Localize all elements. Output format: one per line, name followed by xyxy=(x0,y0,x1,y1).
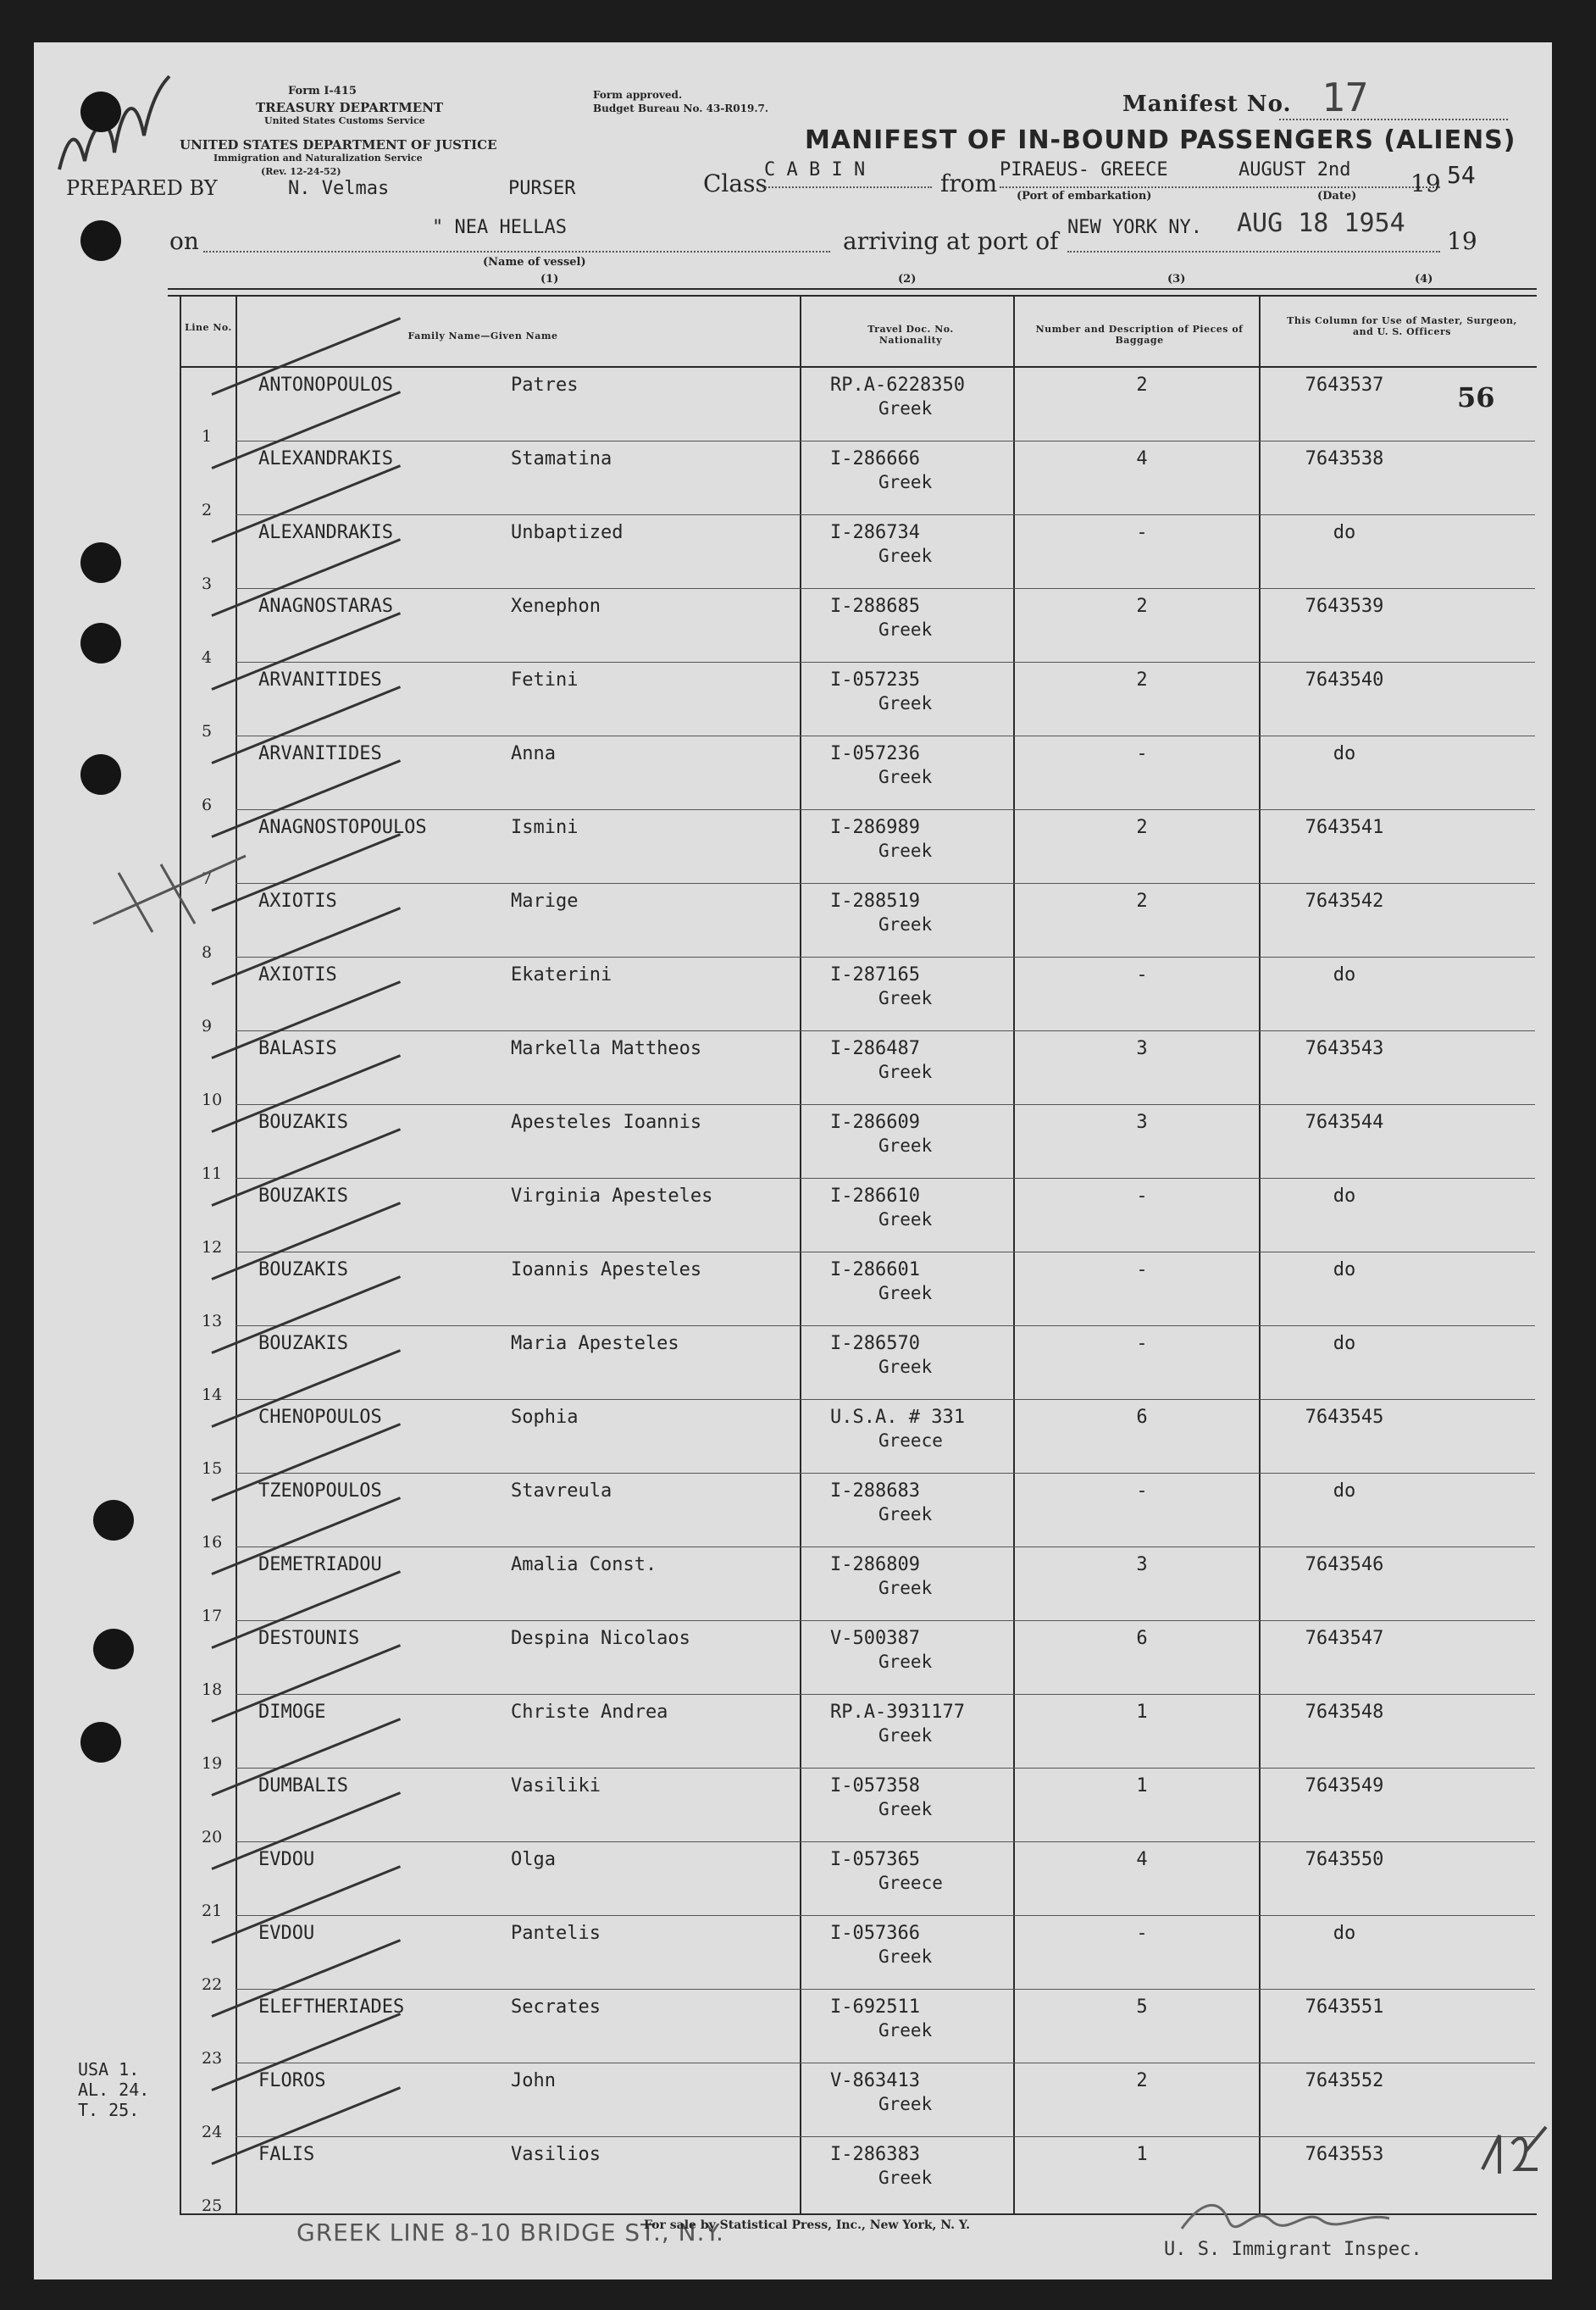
officer-number: 7643550 xyxy=(1305,1849,1384,1870)
table-row xyxy=(34,1842,1552,1920)
officer-number: 7643539 xyxy=(1305,596,1384,617)
baggage-count: 2 xyxy=(1136,669,1148,691)
family-name: ARVANITIDES xyxy=(258,743,382,764)
travel-doc-no: I-286609 xyxy=(830,1112,920,1133)
officer-number: do xyxy=(1333,1259,1356,1280)
officer-number: do xyxy=(1333,1186,1356,1207)
table-row xyxy=(34,884,1552,962)
family-name: TZENOPOULOS xyxy=(258,1480,382,1502)
given-name: Vasilios xyxy=(511,2144,601,2165)
given-name: Pantelis xyxy=(511,1923,601,1944)
officer-number: do xyxy=(1333,964,1356,986)
line-number: 18 xyxy=(202,1680,223,1699)
officer-number: do xyxy=(1333,522,1356,543)
tally-usa: USA 1. xyxy=(78,2059,140,2080)
family-name: ALEXANDRAKIS xyxy=(258,448,393,469)
line-number: 11 xyxy=(202,1164,223,1183)
officer-number: 7643537 xyxy=(1305,375,1384,396)
given-name: Ismini xyxy=(511,817,579,838)
officer-number: 7643546 xyxy=(1305,1554,1384,1575)
table-row xyxy=(34,1621,1552,1699)
form-approved: Form approved. xyxy=(593,89,683,101)
punch-hole xyxy=(80,542,121,583)
travel-doc-no: I-288685 xyxy=(830,596,920,617)
travel-doc-no: I-288683 xyxy=(830,1480,920,1502)
table-row xyxy=(34,368,1552,446)
nationality: Greek xyxy=(878,2168,933,2188)
given-name: Secrates xyxy=(511,1996,601,2018)
travel-doc-no: V-863413 xyxy=(830,2070,920,2091)
class-dotline xyxy=(762,186,932,188)
table-row xyxy=(34,663,1552,741)
nationality: Greek xyxy=(878,693,933,714)
table-row xyxy=(34,1105,1552,1183)
table-row xyxy=(34,2063,1552,2141)
manifest-label: Manifest No. xyxy=(1122,92,1292,117)
officer-number: do xyxy=(1333,1480,1356,1502)
travel-doc-no: I-057235 xyxy=(830,669,920,691)
nationality: Greek xyxy=(878,988,933,1008)
port-embark-caption: (Port of embarkation) xyxy=(1017,190,1152,203)
baggage-count: - xyxy=(1136,1480,1148,1502)
punch-hole xyxy=(80,623,121,664)
travel-doc-no: I-287165 xyxy=(830,964,920,986)
vessel-name: " NEA HELLAS xyxy=(432,217,567,238)
manifest-number: 17 xyxy=(1322,75,1369,120)
table-row xyxy=(34,1695,1552,1773)
travel-doc-no: I-057365 xyxy=(830,1849,920,1870)
prepared-by-role: PURSER xyxy=(508,178,576,199)
nationality: Greek xyxy=(878,619,933,640)
nationality: Greek xyxy=(878,1578,933,1598)
family-name: FLOROS xyxy=(258,2070,326,2091)
ins-service: Immigration and Naturalization Service xyxy=(213,153,423,164)
col-num-2: (2) xyxy=(898,273,917,286)
baggage-count: 3 xyxy=(1136,1554,1148,1575)
nationality: Greek xyxy=(878,1357,933,1377)
baggage-count: - xyxy=(1136,1186,1148,1207)
baggage-count: 5 xyxy=(1136,1996,1148,2018)
nationality: Greek xyxy=(878,1136,933,1156)
family-name: EVDOU xyxy=(258,1849,315,1870)
family-name: AXIOTIS xyxy=(258,964,337,986)
line-number: 20 xyxy=(202,1828,223,1846)
family-name: DIMOGE xyxy=(258,1702,326,1723)
line-number: 25 xyxy=(202,2196,223,2215)
officer-number: 7643540 xyxy=(1305,669,1384,691)
given-name: Virginia Apesteles xyxy=(511,1186,713,1207)
travel-doc-no: I-286809 xyxy=(830,1554,920,1575)
table-row xyxy=(34,589,1552,667)
table-row xyxy=(34,441,1552,519)
table-row xyxy=(34,1252,1552,1330)
form-number: Form I-415 xyxy=(288,85,357,97)
year-prefix: 19 xyxy=(1410,169,1441,197)
table-row xyxy=(34,1400,1552,1478)
punch-hole xyxy=(93,1500,134,1541)
table-row xyxy=(34,958,1552,1036)
given-name: Xenephon xyxy=(511,596,601,617)
travel-doc-no: RP.A-6228350 xyxy=(830,375,965,396)
header-name: Family Name—Given Name xyxy=(407,330,558,342)
officer-number: 7643538 xyxy=(1305,448,1384,469)
nationality: Greek xyxy=(878,767,933,787)
officer-number: 7643545 xyxy=(1305,1407,1384,1428)
nationality: Greek xyxy=(878,1725,933,1746)
baggage-count: 1 xyxy=(1136,1775,1148,1796)
given-name: Christe Andrea xyxy=(511,1702,668,1723)
family-name: ANTONOPOULOS xyxy=(258,375,393,396)
officer-number: 7643548 xyxy=(1305,1702,1384,1723)
line-number: 21 xyxy=(202,1902,223,1920)
officer-number: do xyxy=(1333,743,1356,764)
arrival-dotline xyxy=(1067,251,1440,253)
travel-doc-no: I-286989 xyxy=(830,817,920,838)
line-number: 2 xyxy=(202,501,213,519)
nationality: Greek xyxy=(878,1946,933,1967)
given-name: Apesteles Ioannis xyxy=(511,1112,702,1133)
punch-hole xyxy=(80,92,121,132)
given-name: Ioannis Apesteles xyxy=(511,1259,702,1280)
baggage-count: - xyxy=(1136,1259,1148,1280)
family-name: BALASIS xyxy=(258,1038,337,1059)
family-name: BOUZAKIS xyxy=(258,1186,348,1207)
manifest-dotline xyxy=(1279,119,1508,120)
family-name: ANAGNOSTARAS xyxy=(258,596,393,617)
justice-dept: UNITED STATES DEPARTMENT OF JUSTICE xyxy=(180,137,497,153)
given-name: Stamatina xyxy=(511,448,612,469)
baggage-count: 4 xyxy=(1136,448,1148,469)
family-name: EVDOU xyxy=(258,1923,315,1944)
punch-hole xyxy=(80,1722,121,1763)
year-prefix-2: 19 xyxy=(1447,227,1477,255)
nationality: Greek xyxy=(878,2094,933,2114)
line-number: 17 xyxy=(202,1607,223,1625)
header-officers: This Column for Use of Master, Surgeon, and U. S. Officers xyxy=(1287,315,1517,337)
nationality: Greek xyxy=(878,1209,933,1230)
table-row xyxy=(34,1990,1552,2068)
table-row xyxy=(34,1547,1552,1625)
line-number: 13 xyxy=(202,1312,223,1330)
travel-doc-no: I-692511 xyxy=(830,1996,920,2018)
line-number: 3 xyxy=(202,575,213,593)
table-row xyxy=(34,1474,1552,1552)
line-number: 10 xyxy=(202,1091,223,1109)
officer-number: 7643553 xyxy=(1305,2144,1384,2165)
family-name: BOUZAKIS xyxy=(258,1333,348,1354)
given-name: Olga xyxy=(511,1849,556,1870)
from-label: from xyxy=(940,169,998,197)
class-value: C A B I N xyxy=(764,159,866,180)
tally-total: T. 25. xyxy=(78,2100,140,2120)
travel-doc-no: I-057366 xyxy=(830,1923,920,1944)
nationality: Greek xyxy=(878,841,933,861)
baggage-count: - xyxy=(1136,1333,1148,1354)
nationality: Greek xyxy=(878,2020,933,2041)
baggage-count: 4 xyxy=(1136,1849,1148,1870)
family-name: ALEXANDRAKIS xyxy=(258,522,393,543)
inspector-signature xyxy=(1178,2195,1398,2241)
header-travel-doc: Travel Doc. No. Nationality xyxy=(867,324,954,346)
travel-doc-no: RP.A-3931177 xyxy=(830,1702,965,1723)
baggage-count: 2 xyxy=(1136,817,1148,838)
given-name: Despina Nicolaos xyxy=(511,1628,690,1649)
handwritten-number xyxy=(1474,2118,1550,2186)
table-row xyxy=(34,736,1552,814)
class-label: Class xyxy=(703,169,768,197)
punch-hole xyxy=(80,754,121,795)
prepared-by-label: PREPARED BY xyxy=(66,176,218,200)
given-name: Unbaptized xyxy=(511,522,623,543)
family-name: BOUZAKIS xyxy=(258,1112,348,1133)
nationality: Greek xyxy=(878,1062,933,1082)
nationality: Greek xyxy=(878,1799,933,1819)
officer-number: 7643547 xyxy=(1305,1628,1384,1649)
officer-number: 7643542 xyxy=(1305,891,1384,912)
nationality: Greek xyxy=(878,1504,933,1524)
family-name: ARVANITIDES xyxy=(258,669,382,691)
vessel-caption: (Name of vessel) xyxy=(483,256,586,269)
handwritten-mark xyxy=(85,839,254,941)
officer-number: 7643544 xyxy=(1305,1112,1384,1133)
nationality: Greece xyxy=(878,1873,943,1893)
given-name: Patres xyxy=(511,375,579,396)
line-number: 8 xyxy=(202,943,213,962)
line-number: 7 xyxy=(202,869,213,888)
greek-line-stamp: GREEK LINE 8-10 BRIDGE ST., N.Y. xyxy=(296,2218,724,2246)
line-number: 12 xyxy=(202,1238,223,1257)
header-line-no: Line No. xyxy=(185,322,232,333)
header-baggage: Number and Description of Pieces of Baggage xyxy=(1035,324,1244,346)
col-num-4: (4) xyxy=(1415,273,1433,286)
baggage-count: 1 xyxy=(1136,1702,1148,1723)
year-suffix: 54 xyxy=(1447,161,1476,189)
given-name: John xyxy=(511,2070,556,2091)
line-number: 1 xyxy=(202,427,213,446)
family-name: BOUZAKIS xyxy=(258,1259,348,1280)
given-name: Markella Mattheos xyxy=(511,1038,702,1059)
manifest-page xyxy=(34,42,1552,2279)
officer-number: 7643552 xyxy=(1305,2070,1384,2091)
family-name: AXIOTIS xyxy=(258,891,337,912)
baggage-count: 6 xyxy=(1136,1628,1148,1649)
line-number: 5 xyxy=(202,722,213,741)
table-row xyxy=(34,1916,1552,1994)
given-name: Vasiliki xyxy=(511,1775,601,1796)
baggage-count: - xyxy=(1136,964,1148,986)
travel-doc-no: I-286570 xyxy=(830,1333,920,1354)
table-row xyxy=(34,1326,1552,1404)
travel-doc-no: I-057358 xyxy=(830,1775,920,1796)
arriving-label: arriving at port of xyxy=(843,227,1059,255)
on-label: on xyxy=(169,227,199,255)
travel-doc-no: I-057236 xyxy=(830,743,920,764)
travel-doc-no: I-286601 xyxy=(830,1259,920,1280)
nationality: Greek xyxy=(878,914,933,935)
vessel-dotline xyxy=(203,251,830,253)
line-number: 24 xyxy=(202,2123,223,2141)
punch-hole xyxy=(93,1629,134,1669)
customs-service: United States Customs Service xyxy=(264,115,425,126)
baggage-count: 2 xyxy=(1136,596,1148,617)
family-name: DEMETRIADOU xyxy=(258,1554,382,1575)
baggage-count: 2 xyxy=(1136,891,1148,912)
line-number: 16 xyxy=(202,1533,223,1552)
inspector-stamp: U. S. Immigrant Inspec. xyxy=(1164,2239,1422,2260)
family-name: ANAGNOSTOPOULOS xyxy=(258,817,427,838)
nationality: Greek xyxy=(878,1283,933,1303)
page-number: 56 xyxy=(1457,381,1495,414)
tally-aliens: AL. 24. xyxy=(78,2080,150,2100)
baggage-count: - xyxy=(1136,1923,1148,1944)
col-num-1: (1) xyxy=(540,273,559,286)
line-number: 9 xyxy=(202,1017,213,1036)
baggage-count: 2 xyxy=(1136,375,1148,396)
line-number: 4 xyxy=(202,648,213,667)
given-name: Stavreula xyxy=(511,1480,612,1502)
embark-date: AUGUST 2nd xyxy=(1239,159,1351,180)
line-number: 19 xyxy=(202,1754,223,1773)
given-name: Ekaterini xyxy=(511,964,612,986)
treasury-dept: TREASURY DEPARTMENT xyxy=(256,100,444,115)
nationality: Greek xyxy=(878,1652,933,1672)
travel-doc-no: I-286734 xyxy=(830,522,920,543)
nationality: Greek xyxy=(878,472,933,492)
revision: (Rev. 12-24-52) xyxy=(261,166,341,177)
budget-bureau: Budget Bureau No. 43-R019.7. xyxy=(593,103,769,114)
family-name: FALIS xyxy=(258,2144,315,2165)
baggage-count: - xyxy=(1136,522,1148,543)
line-number: 14 xyxy=(202,1385,223,1404)
baggage-count: - xyxy=(1136,743,1148,764)
line-number: 15 xyxy=(202,1459,223,1478)
nationality: Greek xyxy=(878,398,933,419)
family-name: ELEFTHERIADES xyxy=(258,1996,405,2018)
baggage-count: 1 xyxy=(1136,2144,1148,2165)
line-number: 22 xyxy=(202,1975,223,1994)
officer-number: do xyxy=(1333,1333,1356,1354)
table-top-rule-2 xyxy=(168,295,1537,297)
port-arrival: NEW YORK NY. xyxy=(1067,217,1202,238)
family-name: CHENOPOULOS xyxy=(258,1407,382,1428)
port-embarkation: PIRAEUS- GREECE xyxy=(1000,159,1168,180)
table-row xyxy=(34,1031,1552,1109)
travel-doc-no: I-288519 xyxy=(830,891,920,912)
travel-doc-no: I-286610 xyxy=(830,1186,920,1207)
officer-number: 7643543 xyxy=(1305,1038,1384,1059)
officer-number: 7643551 xyxy=(1305,1996,1384,2018)
date-caption: (Date) xyxy=(1317,190,1357,203)
nationality: Greece xyxy=(878,1430,943,1451)
arrival-date-stamp: AUG 18 1954 xyxy=(1237,208,1405,238)
travel-doc-no: I-286383 xyxy=(830,2144,920,2165)
table-top-rule xyxy=(168,288,1537,290)
given-name: Maria Apesteles xyxy=(511,1333,679,1354)
baggage-count: 3 xyxy=(1136,1038,1148,1059)
given-name: Sophia xyxy=(511,1407,579,1428)
col-num-3: (3) xyxy=(1167,273,1186,286)
from-dotline xyxy=(1000,186,1440,188)
travel-doc-no: U.S.A. # 331 xyxy=(830,1407,965,1428)
baggage-count: 6 xyxy=(1136,1407,1148,1428)
family-name: DESTOUNIS xyxy=(258,1628,360,1649)
table-row xyxy=(34,810,1552,888)
manifest-title: MANIFEST OF IN-BOUND PASSENGERS (ALIENS) xyxy=(805,125,1516,155)
punch-hole xyxy=(80,220,121,261)
handwritten-initials xyxy=(51,68,178,186)
baggage-count: 3 xyxy=(1136,1112,1148,1133)
printer-credit: For sale by Statistical Press, Inc., New York, N. Y. xyxy=(644,2218,970,2232)
officer-number: 7643541 xyxy=(1305,817,1384,838)
table-row xyxy=(34,1179,1552,1257)
given-name: Anna xyxy=(511,743,556,764)
officer-number: do xyxy=(1333,1923,1356,1944)
line-number: 6 xyxy=(202,796,213,814)
table-row xyxy=(34,1769,1552,1846)
given-name: Amalia Const. xyxy=(511,1554,657,1575)
nationality: Greek xyxy=(878,546,933,566)
travel-doc-no: I-286666 xyxy=(830,448,920,469)
travel-doc-no: I-286487 xyxy=(830,1038,920,1059)
family-name: DUMBALIS xyxy=(258,1775,348,1796)
prepared-by-name: N. Velmas xyxy=(288,178,390,199)
table-row xyxy=(34,515,1552,593)
line-number: 23 xyxy=(202,2049,223,2068)
officer-number: 7643549 xyxy=(1305,1775,1384,1796)
baggage-count: 2 xyxy=(1136,2070,1148,2091)
travel-doc-no: V-500387 xyxy=(830,1628,920,1649)
given-name: Fetini xyxy=(511,669,579,691)
given-name: Marige xyxy=(511,891,579,912)
